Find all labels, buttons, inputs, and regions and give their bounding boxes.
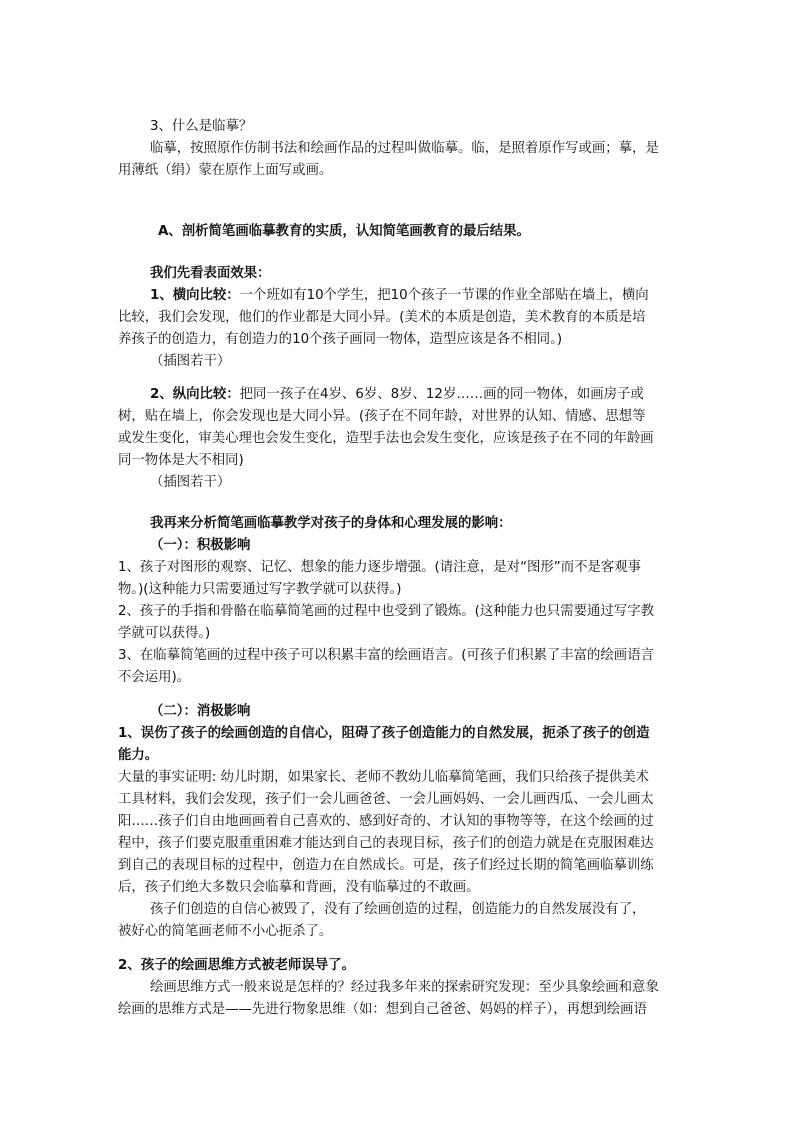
paragraph-line: 临摹，按照原作仿制书法和绘画作品的过程叫做临摹。临，是照着原作写或画；摹，是 — [150, 141, 659, 156]
paragraph-line: 程中，孩子们要克服重重困难才能达到自己的表现目标，孩子们的创造力就是在克服困难达 — [118, 836, 654, 851]
paragraph-line: 学就可以获得。) — [118, 626, 211, 641]
bold-paragraph-line: 2、孩子的绘画思维方式被老师误导了。 — [118, 958, 355, 973]
bold-paragraph-line: 1、误伤了孩子的绘画创造的自信心，阻碍了孩子创造能力的自然发展，扼杀了孩子的创造 — [118, 726, 650, 741]
paragraph-line: 养孩子的创造力，有创造力的10个孩子画同一物体，造型应该是各不相同。) — [118, 332, 563, 347]
paragraph-line: 阳……孩子们自由地画画着自己喜欢的、感到好奇的、才认知的事物等等，在这个绘画的过 — [118, 814, 654, 829]
paragraph-line: 用薄纸（绢）蒙在原作上面写或画。 — [118, 163, 333, 178]
paragraph-line: 3、在临摹简笔画的过程中孩子可以积累丰富的绘画语言。(可孩子们积累了丰富的绘画语言 — [118, 648, 654, 663]
paragraph-line: 被好心的简笔画老师不小心扼杀了。 — [118, 924, 333, 939]
insert-note: （插图若干） — [150, 354, 231, 369]
subheading: 我们先看表面效果： — [150, 266, 271, 281]
paragraph-line: 到自己的表现目标的过程中，创造力在自然成长。可是，孩子们经过长期的简笔画临摹训练 — [118, 858, 654, 873]
text: 一个班如有10个学生，把10个孩子一节课的作业全部贴在墙上，横向 — [239, 288, 649, 303]
subheading: （二）：消极影响 — [150, 704, 251, 719]
paragraph-line: 1、孩子对图形的观察、记忆、想象的能力逐步增强。(请注意，是对“图形”而不是客观事 — [118, 560, 642, 575]
label-bold: 2、纵向比较： — [150, 387, 240, 402]
subheading: 我再来分析简笔画临摹教学对孩子的身体和心理发展的影响： — [150, 516, 512, 531]
paragraph-line — [150, 384, 678, 406]
paragraph-line: 同一物体是大不相同) — [118, 453, 244, 468]
paragraph-line: 树，贴在墙上，你会发现也是大同小异。(孩子在不同年龄，对世界的认知、情感、思想等 — [118, 409, 646, 424]
paragraph-line — [150, 285, 678, 307]
paragraph-line: 物。)(这种能力只需要通过写字教学就可以获得。) — [118, 582, 402, 597]
insert-note: （插图若干） — [150, 475, 231, 490]
paragraph-line: 或发生变化，审美心理也会发生变化，造型手法也会发生变化，应该是孩子在不同的年龄画 — [118, 431, 654, 446]
text: 把同一孩子在4岁、6岁、8岁、12岁……画的同一物体，如画房子或 — [239, 387, 644, 402]
subheading: （一）：积极影响 — [150, 538, 251, 553]
paragraph-line: 后，孩子们绝大多数只会临摹和背画，没有临摹过的不敢画。 — [118, 880, 480, 895]
label-bold: 1、横向比较： — [150, 288, 240, 303]
paragraph-line: 不会运用)。 — [118, 670, 191, 685]
paragraph-line: 绘画思维方式一般来说是怎样的？经过我多年来的探索研究发现：至少具象绘画和意象 — [150, 980, 659, 995]
section-heading: 3、什么是临摹？ — [150, 119, 253, 134]
paragraph-line: 2、孩子的手指和骨骼在临摹简笔画的过程中也受到了锻炼。(这种能力也只需要通过写字教 — [118, 604, 654, 619]
paragraph-line: 工具材料，我们会发现，孩子们一会儿画爸爸、一会儿画妈妈、一会儿画西瓜、一会儿画太 — [118, 792, 654, 807]
paragraph-line: 比较，我们会发现，他们的作业都是大同小异。(美术的本质是创造，美术教育的本质是培 — [118, 310, 646, 325]
section-a-heading: A、剖析简笔画临摹教育的实质，认知简笔画教育的最后结果。 — [158, 224, 530, 239]
paragraph-line: 绘画的思维方式是——先进行物象思维（如：想到自己爸爸、妈妈的样子），再想到绘画语 — [118, 1002, 647, 1017]
bold-paragraph-line: 能力。 — [118, 748, 159, 763]
paragraph-line: 大量的事实证明: 幼儿时期，如果家长、老师不教幼儿临摹简笔画，我们只给孩子提供美术 — [118, 770, 649, 785]
paragraph-line: 孩子们创造的自信心被毁了，没有了绘画创造的过程，创造能力的自然发展没有了， — [150, 902, 646, 917]
